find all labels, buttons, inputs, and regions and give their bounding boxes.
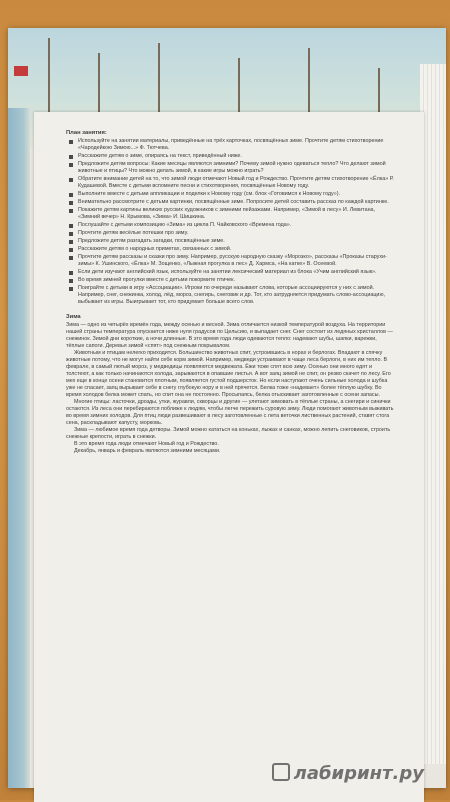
list-item: Внимательно рассмотрите с детьми картинки, посвящённые зиме. Попросите детей составить рассказ по каждой картинке. [78,199,396,206]
list-item: Если дети изучают английский язык, используйте на занятии лексический материал из блока «Учим английский язык». [78,269,396,276]
book-spread [8,28,446,788]
list-item: Предложите детям вопросы: Какие месяцы являются зимними? Почему зимой нужно одеваться тепло? Что делают зимой животные и птицы? Что можно делать зимой, в какие игры можно играть? [78,161,396,175]
list-item: Поиграйте с детьми в игру «Ассоциации». Игроки по очереди называют слова, которые ассоциируются у них с зимой. Например, снег, снежинка, холод, лёд, мороз, снегирь, снеговик и др. Тот, кто затрудняется придумать слово-ассоциацию, выбывает из игры. Выигрывает тот, кто придумает больше всего слов. [78,285,396,306]
section-title: Зима [66,314,81,320]
list-item: Обратите внимание детей на то, что зимой люди отмечают Новый год и Рождество. Прочтите детям стихотворение «Ёлка» Р. Кудашевой. Вместе с детьми вспомните песни и стихотворения, посвящённые Новому году. [78,176,396,190]
plan-title: План занятия: [66,130,107,136]
paragraph: Многие птицы: ласточки, дрозды, утки, журавли, скворцы и другие — улетают зимовать в тёплые страны, а снегири и синички остаются. Из леса они перебираются поближе к людям, чтобы легче пережить суровую зиму. Люди помогают животным выживать во время зимних холодов. Для птиц люди развешивают в лесу заготовленные с лета веточки лиственных растений, ставят стога сена, раскладывают капусту, морковь. [66,399,394,426]
paragraph: Декабрь, январь и февраль являются зимними месяцами. [74,448,221,454]
list-item: Прочтите детям весёлые потешки про зиму. [78,230,396,237]
paragraph: Зима — одно из четырёх времён года, между осенью и весной. Зима отличается низкой температурой воздуха. На территории нашей страны температура опускается ниже нуля градусов по Цельсию, и выпадает снег. Снег состоит из ледяных кристаллов — снежинок. Зимой дни короткие, а ночи длинные. В это время года люди одеваются тепло: надевают шубы, шапки, варежки, тёплые сапоги. Деревья зимой «спят» под снежным покрывалом. [66,322,393,349]
paragraph: Животным и птицам нелегко приходится. Большинство животных спит, устроившись в норах и берлогах. Впадают в спячку животные потому, что не могут найти себе корм зимой. Например, медведи устраивают в чаще леса берлоги, в них им тепло. В феврале, в самый лютый мороз, у медведицы появляются медвежата. Ёжи тоже спят всю зиму. Осенью они много едят и толстеют, а как только начинаются холода, зарываются в опавшие листья. А вот заяц зимой не спит, он резво скачет по лесу. Его мех еще в конце осени становится плотным, появляется густой подшерсток. Но если наступают очень сильные холода и шубка уже не спасает, заяц вырывает себе в снегу глубокую нору и в ней прячется. Белка тоже «надевает» более тёплую шубку. Во время холодов белка может спать, но спит она не постоянно. Просыпаясь, белка отыскивает заготовленные с осени запасы. [66,350,391,398]
lesson-card [34,112,424,802]
list-item: Послушайте с детьми композицию «Зима» из цикла П. Чайковского «Времена года». [78,222,396,229]
list-item: Покажите детям картины великих русских художников с зимними пейзажами. Например, «Зимой в лесу» И. Левитана, «Зимний вечер» Н. Крымова, «Зима» И. Шишкина. [78,207,396,221]
list-item: Во время зимней прогулки вместе с детьми покормите птичек. [78,277,396,284]
watermark-text: лабиринт.ру [293,763,424,784]
side-illustration [8,108,30,788]
list-item: Прочтите детям рассказы и сказки про зиму. Например, русскую народную сказку «Морозко», рассказы «Проказы старухи-зимы» К. Ушинского, «Ёлка» М. Зощенко, «Лыжная прогулка в лес» Д. Хармса, «На катке» В. Осеевой. [78,254,396,268]
card-content [66,130,396,455]
list-item: Расскажите детям о зиме, опираясь на текст, приведённый ниже. [78,153,396,160]
labirint-logo-icon [272,763,290,781]
watermark [272,763,424,784]
list-item: Выполните вместе с детьми аппликации и поделки к Новому году (см. блок «Готовимся к Новому году»). [78,191,396,198]
plan-list [66,138,396,306]
paragraph: Зима — любимое время года детворы. Зимой можно кататься на коньках, лыжах и санках, можно лепить снеговиков, строить снежные крепости, играть в снежки. [66,427,391,440]
bookmark-ribbon [14,66,28,76]
paragraph: В это время года люди отмечают Новый год и Рождество. [74,441,219,447]
list-item: Предложите детям разгадать загадки, посвящённые зиме. [78,238,396,245]
list-item: Используйте на занятии материалы, приведённые на трёх карточках, посвящённых зиме. Прочтите детям стихотворение «Чародейкою Зимою...» Ф. Тютчева. [78,138,396,152]
list-item: Расскажите детям о народных приметах, связанных с зимой. [78,246,396,253]
